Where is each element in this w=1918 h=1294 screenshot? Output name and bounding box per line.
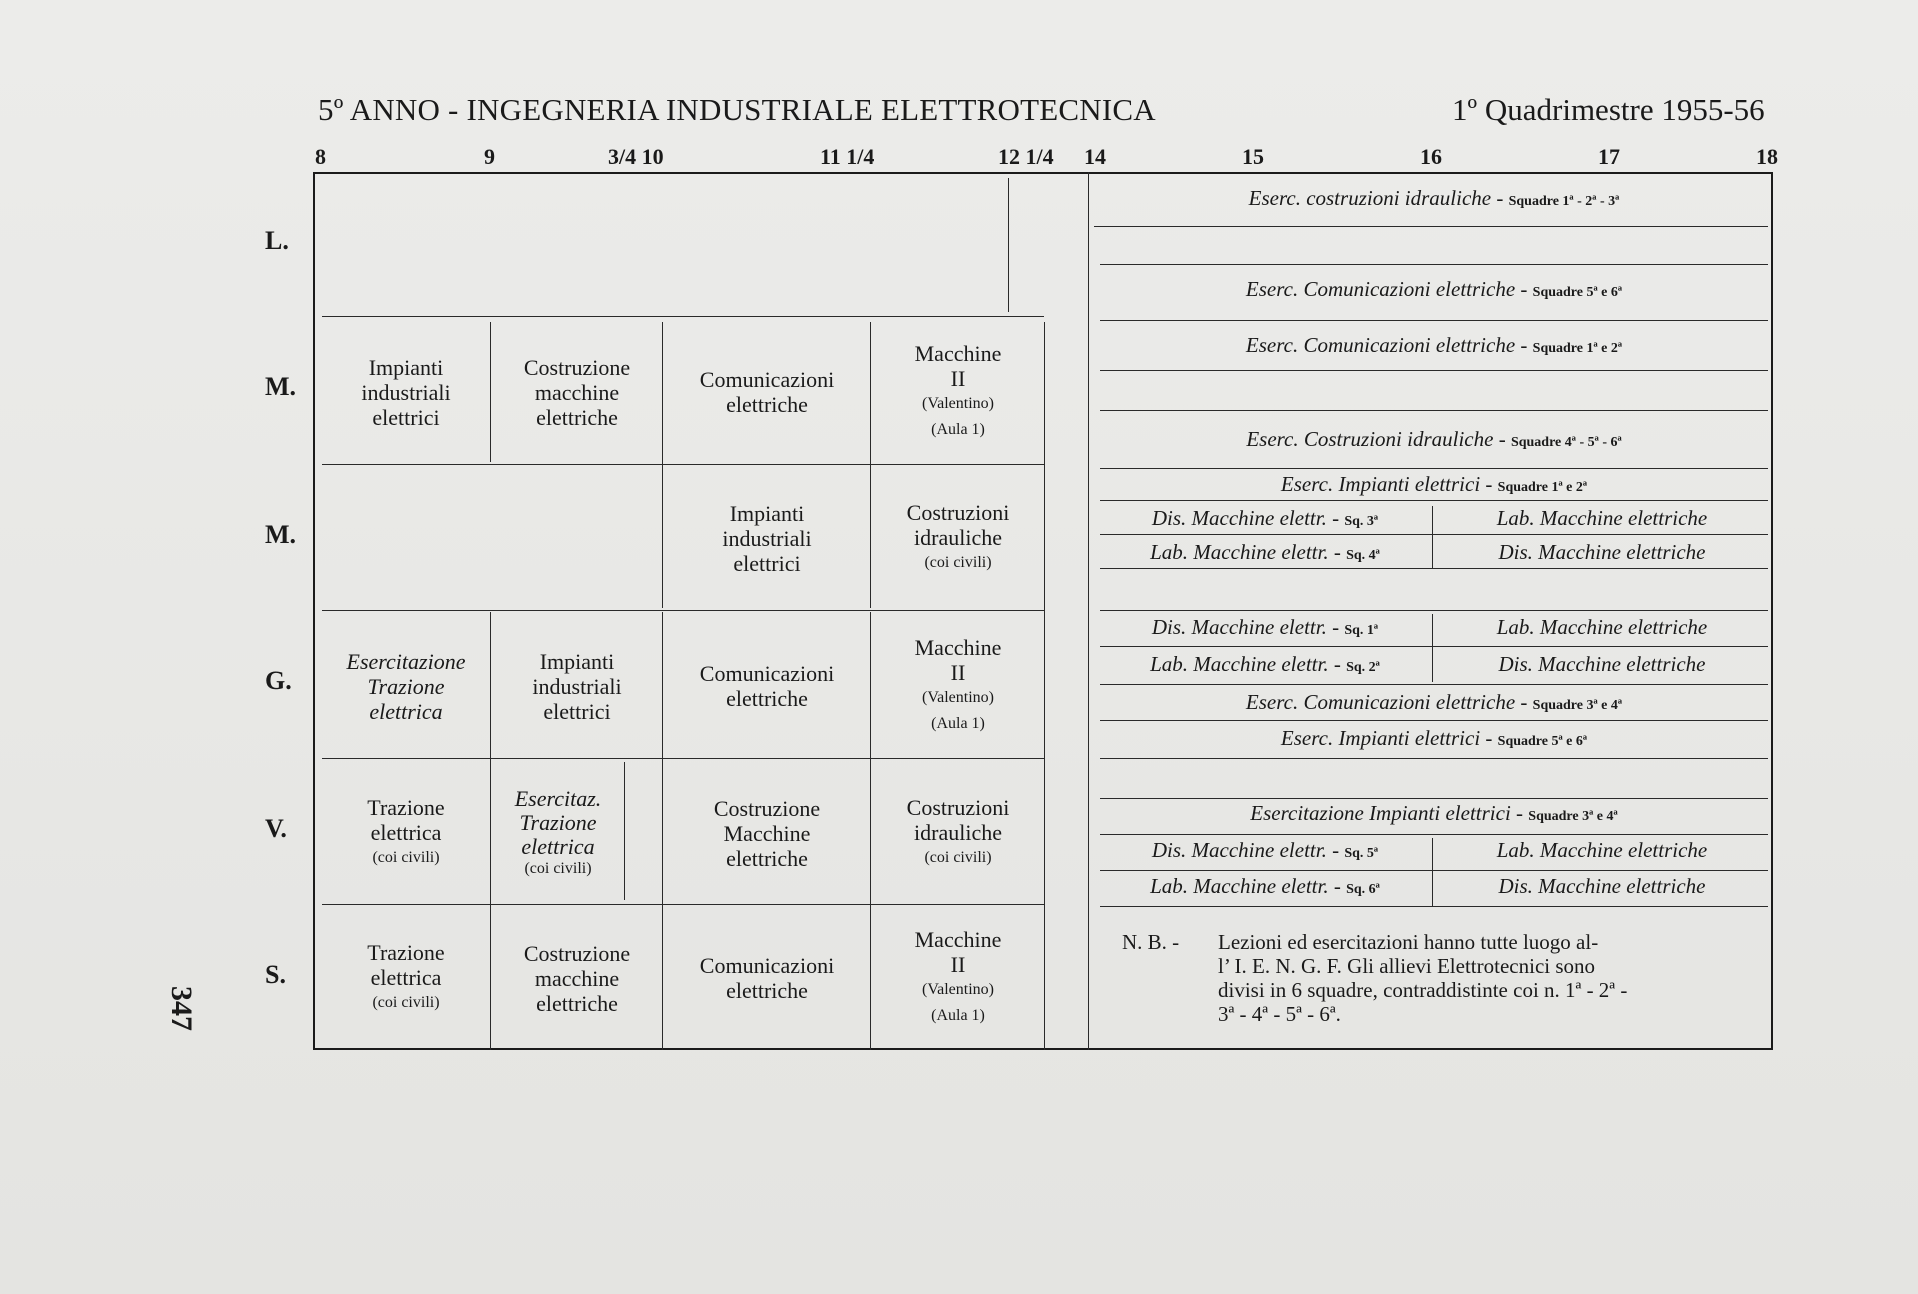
afternoon-session: Eserc. Impianti elettrici - Squadre 5ª e 6ª — [1280, 726, 1588, 750]
afternoon-session: Eserc. Comunicazioni elettriche - Squadre 5ª e 6ª — [1245, 277, 1623, 301]
lesson-cell: Trazione elettrica (coi civili) — [367, 795, 445, 866]
hour-label: 18 — [1756, 144, 1778, 169]
lesson-cell: Comunicazioni elettriche — [699, 661, 835, 711]
afternoon-session: Lab. Macchine elettr. - Sq. 6ª — [1150, 874, 1380, 898]
lesson-cell: Esercitazione Trazione elettrica — [346, 648, 466, 724]
lesson-cell: Macchine II (Valentino) (Aula 1) — [914, 635, 1002, 732]
hour-label: 11 1/4 — [820, 144, 875, 169]
lesson-cell: Macchine II (Valentino) (Aula 1) — [914, 341, 1002, 438]
afternoon-session: Esercitazione Impianti elettrici - Squadre 3ª e 4ª — [1250, 801, 1618, 825]
footnote-label: N. B. - — [1122, 930, 1180, 954]
afternoon-session: Lab. Macchine elettr. - Sq. 4ª — [1150, 540, 1380, 564]
lesson-cell: Trazione elettrica (coi civili) — [367, 940, 445, 1011]
lesson-cell: Comunicazioni elettriche — [699, 953, 835, 1003]
afternoon-session: Eserc. costruzioni idrauliche - Squadre 1ª - 2ª - 3ª — [1248, 186, 1620, 210]
day-label-sabato: S. — [265, 960, 286, 989]
afternoon-session: Dis. Macchine elettr. - Sq. 1ª — [1151, 615, 1379, 639]
footnote: N. B. - Lezioni ed esercitazioni hanno tutte luogo al- l’ I. E. N. G. F. Gli allievi Elettrotecnici sono divisi in 6 squadre, contraddistinte coi n. 1ª - 2ª - 3ª - 4ª - 5ª - 6ª. — [1122, 930, 1628, 1026]
day-label-lunedi: L. — [265, 226, 289, 255]
afternoon-session: Lab. Macchine elettriche — [1496, 838, 1708, 862]
day-label-mercoledi: M. — [265, 520, 297, 549]
page-number: 347 — [165, 986, 198, 1031]
day-label-venerdi: V. — [265, 814, 287, 843]
lesson-cell: Impianti industriali elettrici — [722, 500, 812, 576]
afternoon-session: Eserc. Costruzioni idrauliche - Squadre 4ª - 5ª - 6ª — [1246, 427, 1622, 451]
afternoon-session: Eserc. Impianti elettrici - Squadre 1ª e 2ª — [1280, 472, 1588, 496]
hour-label: 12 1/4 — [998, 144, 1054, 169]
afternoon-session: Lab. Macchine elettriche — [1496, 615, 1708, 639]
afternoon-session: Dis. Macchine elettriche — [1498, 874, 1706, 898]
afternoon-session: Eserc. Comunicazioni elettriche - Squadre 1ª e 2ª — [1245, 333, 1623, 357]
lesson-cell: Costruzione macchine elettriche — [523, 354, 631, 430]
hour-label: 8 — [315, 144, 326, 169]
day-label-giovedi: G. — [265, 666, 292, 695]
afternoon-session: Dis. Macchine elettriche — [1498, 540, 1706, 564]
lesson-cell: Impianti industriali elettrici — [532, 648, 622, 724]
lesson-cell: Esercitaz. Trazione elettrica (coi civili) — [514, 786, 602, 877]
lesson-cell: Costruzione Macchine elettriche — [713, 795, 821, 871]
lesson-cell: Costruzioni idrauliche (coi civili) — [906, 795, 1010, 866]
day-label-martedi: M. — [265, 372, 297, 401]
lesson-cell: Comunicazioni elettriche — [699, 367, 835, 417]
lesson-cell: Costruzioni idrauliche (coi civili) — [906, 500, 1010, 571]
page-title: 5º ANNO - INGEGNERIA INDUSTRIALE ELETTROTECNICA — [318, 92, 1156, 127]
afternoon-session: Dis. Macchine elettr. - Sq. 5ª — [1151, 838, 1379, 862]
term-label: 1º Quadrimestre 1955-56 — [1452, 92, 1765, 127]
afternoon-session: Lab. Macchine elettriche — [1496, 506, 1708, 530]
hour-label: 15 — [1242, 144, 1264, 169]
afternoon-session: Eserc. Comunicazioni elettriche - Squadre 3ª e 4ª — [1245, 690, 1623, 714]
lesson-cell: Macchine II (Valentino) (Aula 1) — [914, 927, 1002, 1024]
afternoon-session: Dis. Macchine elettr. - Sq. 3ª — [1151, 506, 1379, 530]
hour-label: 16 — [1420, 144, 1442, 169]
afternoon-session: Dis. Macchine elettriche — [1498, 652, 1706, 676]
hour-label: 17 — [1598, 144, 1620, 169]
lesson-cell: Impianti industriali elettrici — [361, 354, 451, 430]
afternoon-session: Lab. Macchine elettr. - Sq. 2ª — [1150, 652, 1380, 676]
hour-label: 14 — [1084, 144, 1106, 169]
hour-label: 3/4 10 — [608, 144, 664, 169]
lesson-cell: Costruzione macchine elettriche — [523, 940, 631, 1016]
hour-label: 9 — [484, 144, 495, 169]
